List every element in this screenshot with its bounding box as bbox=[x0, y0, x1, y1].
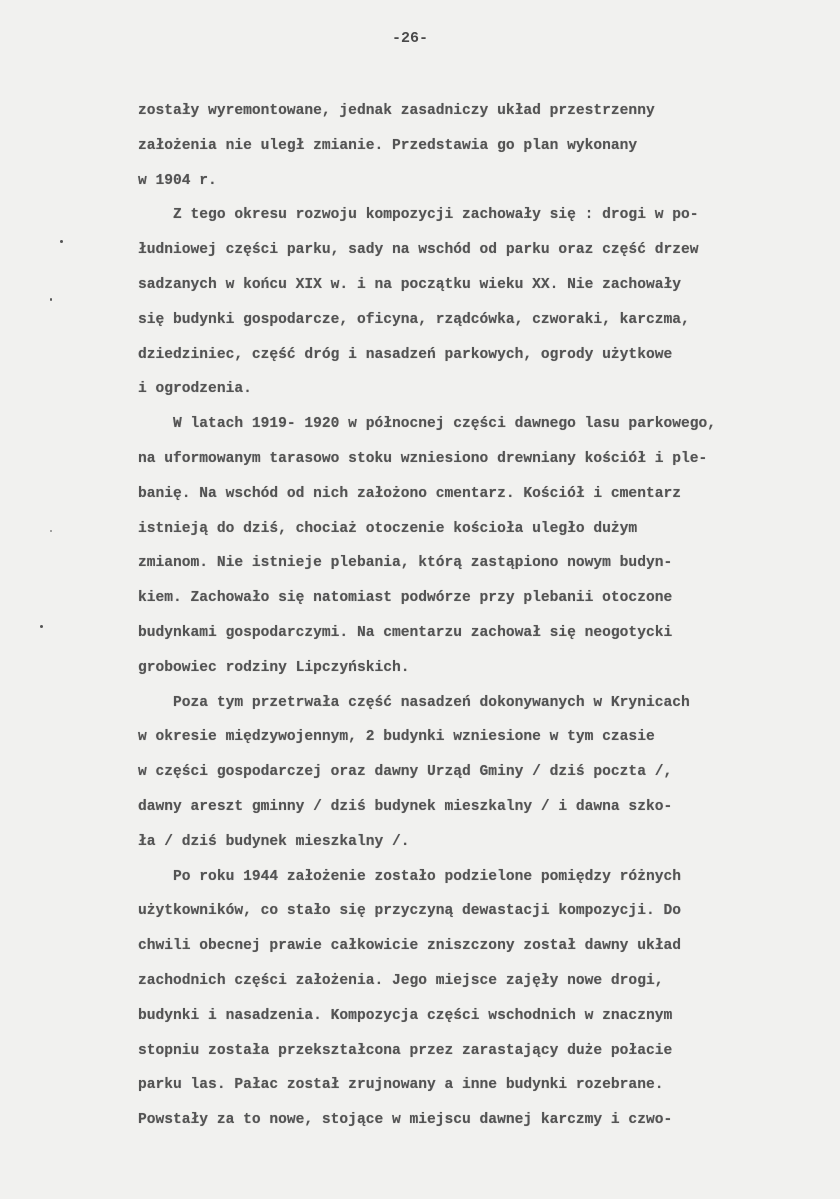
text-line: Powstały za to nowe, stojące w miejscu dawnej karczmy i czwo- bbox=[138, 1112, 673, 1129]
text-line: banię. Na wschód od nich założono cmentarz. Kościół i cmentarz bbox=[138, 485, 681, 502]
text-line: założenia nie uległ zmianie. Przedstawia go plan wykonany bbox=[138, 137, 638, 154]
margin-dot bbox=[50, 298, 52, 301]
text-line: w 1904 r. bbox=[138, 172, 217, 189]
text-line: się budynki gospodarcze, oficyna, rządcówka, czworaki, karczma, bbox=[138, 311, 690, 328]
text-line: chwili obecnej prawie całkowicie zniszczony został dawny układ bbox=[138, 938, 681, 955]
margin-dot bbox=[40, 625, 43, 628]
text-line: budynki i nasadzenia. Kompozycja części wschodnich w znacznym bbox=[138, 1007, 673, 1024]
text-line: łudniowej części parku, sady na wschód od parku oraz część drzew bbox=[138, 242, 699, 259]
text-line: zostały wyremontowane, jednak zasadniczy układ przestrzenny bbox=[138, 103, 655, 119]
text-line: zachodnich części założenia. Jego miejsce zajęły nowe drogi, bbox=[138, 972, 664, 989]
text-line: ła / dziś budynek mieszkalny /. bbox=[138, 833, 410, 850]
margin-dot bbox=[60, 240, 63, 243]
text-line: Poza tym przetrwała część nasadzeń dokonywanych w Krynicach bbox=[138, 694, 690, 711]
text-line: parku las. Pałac został zrujnowany a inne budynki rozebrane. bbox=[138, 1077, 664, 1094]
text-line: na uformowanym tarasowo stoku wzniesiono drewniany kościół i ple- bbox=[138, 450, 708, 467]
text-line: w części gospodarczej oraz dawny Urząd Gminy / dziś poczta /, bbox=[138, 764, 673, 781]
text-line: zmianom. Nie istnieje plebania, którą zastąpiono nowym budyn- bbox=[138, 555, 673, 572]
text-line: dziedziniec, część dróg i nasadzeń parkowych, ogrody użytkowe bbox=[138, 346, 673, 363]
body-text bbox=[138, 94, 828, 1138]
text-line: Po roku 1944 założenie zostało podzielone pomiędzy różnych bbox=[138, 868, 681, 885]
text-line: użytkowników, co stało się przyczyną dewastacji kompozycji. Do bbox=[138, 903, 681, 920]
text-line: istnieją do dziś, chociaż otoczenie kościoła uległo dużym bbox=[138, 520, 638, 537]
text-line: kiem. Zachowało się natomiast podwórze przy plebanii otoczone bbox=[138, 590, 673, 607]
text-line: W latach 1919- 1920 w północnej części dawnego lasu parkowego, bbox=[138, 416, 717, 433]
text-line: stopniu została przekształcona przez zarastający duże połacie bbox=[138, 1042, 673, 1059]
page-number: -26- bbox=[391, 30, 428, 47]
text-line: i ogrodzenia. bbox=[138, 381, 252, 398]
text-line: grobowiec rodziny Lipczyńskich. bbox=[138, 659, 410, 676]
text-line: budynkami gospodarczymi. Na cmentarzu zachował się neogotycki bbox=[138, 624, 673, 641]
text-line: sadzanych w końcu XIX w. i na początku wieku XX. Nie zachowały bbox=[138, 276, 681, 293]
margin-dot bbox=[50, 530, 52, 532]
text-line: dawny areszt gminny / dziś budynek mieszkalny / i dawna szko- bbox=[138, 798, 673, 815]
text-line: w okresie międzywojennym, 2 budynki wzniesione w tym czasie bbox=[138, 729, 655, 746]
text-line: Z tego okresu rozwoju kompozycji zachowały się : drogi w po- bbox=[138, 207, 699, 224]
